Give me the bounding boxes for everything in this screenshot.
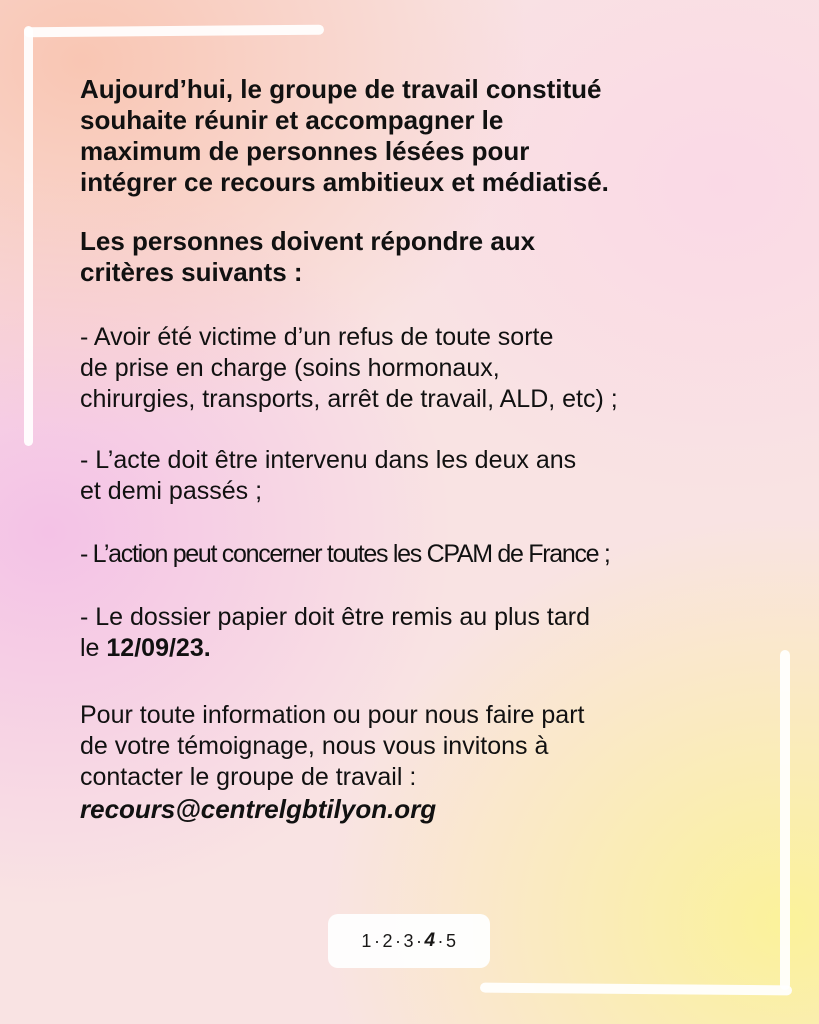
page-separator: · [373,930,381,951]
page-4-current: 4 [424,930,436,951]
main-content [80,74,780,826]
criteria-item-cpam: - L’action peut concerner toutes les CPAM de France ; [80,540,610,568]
page-5: 5 [446,930,457,951]
contact-email: recours@centrelgbtilyon.org [80,794,437,824]
deadline-text: - Le dossier papier doit être remis au plus tard le [80,603,590,662]
frame-stroke-right [780,650,790,990]
criteria-item-timeframe: - L’acte doit être intervenu dans les deux ans et demi passés ; [80,446,577,505]
criteria-item-refusal: - Avoir été victime d’un refus de toute sorte de prise en charge (soins hormonaux, chirurgies, transports, arrêt de travail, ALD, etc) ; [80,323,618,413]
contact-text: Pour toute information ou pour nous faire part de votre témoignage, nous vous invitons à contacter le groupe de travail : [80,701,585,791]
page-1: 1 [361,930,372,951]
page-separator: · [437,930,445,951]
page-separator: · [394,930,402,951]
page-separator: · [415,930,423,951]
deadline-date: 12/09/23. [106,634,211,662]
intro-paragraph: Aujourd’hui, le groupe de travail constitué souhaite réunir et accompagner le maximum de personnes lésées pour intégrer ce recours ambitieux et médiatisé. [80,74,609,197]
criteria-heading: Les personnes doivent répondre aux critères suivants : [80,226,536,287]
frame-stroke-top [24,25,324,38]
page-3: 3 [403,930,414,951]
contact-paragraph [80,700,780,826]
page-2: 2 [382,930,393,951]
pagination-indicator [328,914,490,968]
criteria-item-deadline [80,602,780,664]
frame-stroke-left [24,26,33,446]
frame-stroke-bottom [480,983,792,996]
